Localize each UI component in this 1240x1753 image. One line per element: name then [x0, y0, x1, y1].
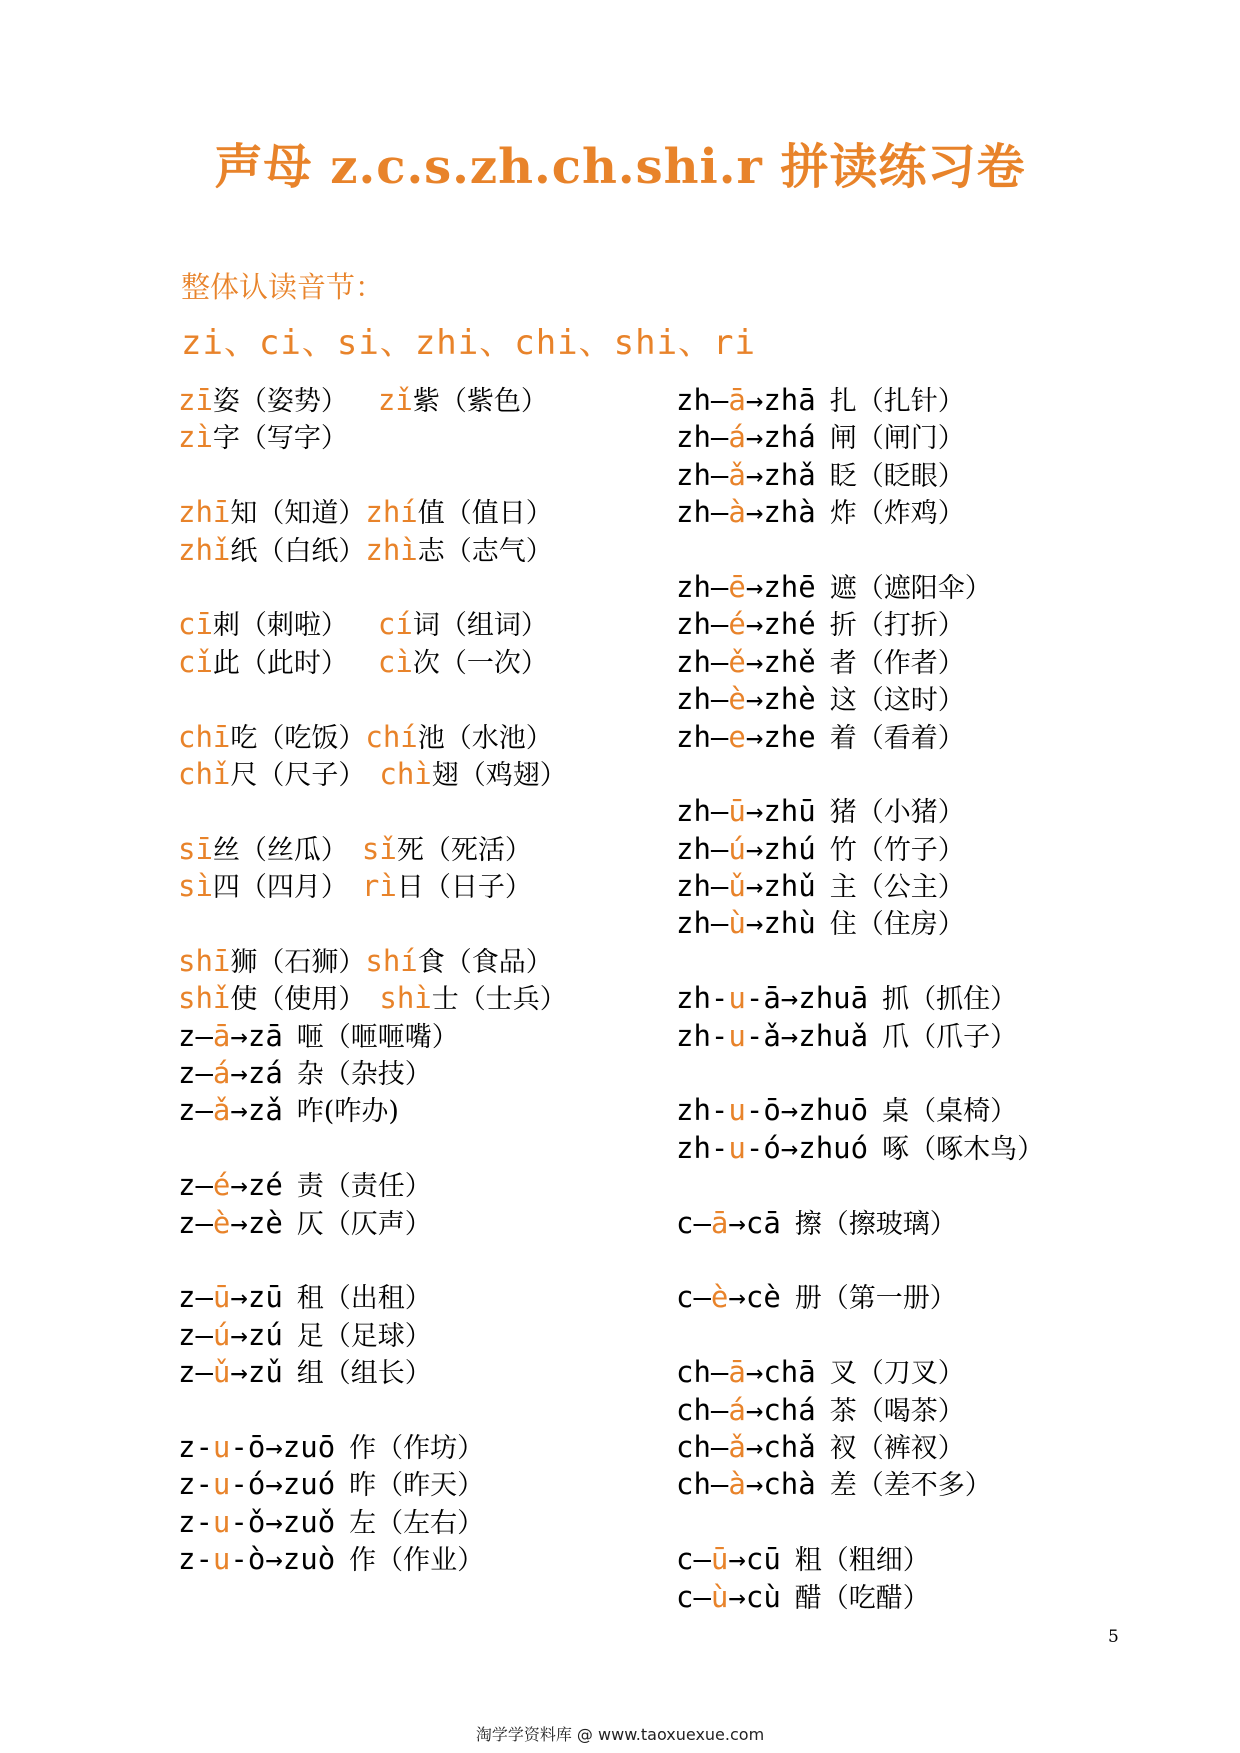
spell-line: z—ū→zū 租（出租） — [178, 1280, 432, 1315]
page-number: 5 — [1108, 1627, 1119, 1647]
spell-line: c—ā→cā 擦（擦玻璃） — [676, 1205, 957, 1240]
spell-line: zh—e→zhe 着（看着） — [676, 719, 965, 754]
spell-line: z—ā→zā 咂（咂咂嘴） — [178, 1018, 459, 1053]
spell-line: c—ù→cù 醋（吃醋） — [676, 1579, 930, 1614]
spell-line: zh-u-ō→zhuō 桌（桌椅） — [676, 1093, 1018, 1128]
word-line: sì四（四月） rì日（日子） — [178, 869, 532, 904]
spell-line: ch—à→chà 差（差不多） — [676, 1467, 992, 1502]
spell-line: z-u-ō→zuō 作（作坊） — [178, 1429, 485, 1464]
spell-line: z—ǎ→zǎ 咋(咋办) — [178, 1093, 399, 1128]
word-line: zhī知（知道）zhí值（值日） — [178, 495, 553, 530]
spell-line: z—è→zè 仄（仄声） — [178, 1205, 432, 1240]
word-line: zì字（写字） — [178, 420, 348, 455]
spell-line: zh—é→zhé 折（打折） — [676, 607, 965, 642]
spell-line: zh—ē→zhē 遮（遮阳伞） — [676, 569, 992, 604]
footer-watermark: 淘学学资料库 @ www.taoxuexue.com — [475, 1725, 765, 1744]
spell-line: z-u-ò→zuò 作（作业） — [178, 1542, 485, 1577]
spell-line: z—é→zé 责（责任） — [178, 1168, 432, 1203]
spell-line: z—ǔ→zǔ 组（组长） — [178, 1355, 432, 1390]
word-line: cī刺（刺啦） cí词（组词） — [178, 607, 548, 642]
spell-line: z-u-ǒ→zuǒ 左（左右） — [178, 1504, 485, 1539]
word-line: zī姿（姿势） zǐ紫（紫色） — [178, 383, 548, 417]
spell-line: zh-u-ā→zhuā 抓（抓住） — [676, 981, 1018, 1016]
word-line: zhǐ纸（白纸）zhì志（志气） — [178, 532, 553, 567]
spell-line: zh—ě→zhě 者（作者） — [676, 644, 965, 679]
left-column — [178, 382, 567, 1579]
section-label: 整体认读音节： — [181, 270, 385, 304]
spell-line: c—è→cè 册（第一册） — [676, 1280, 957, 1315]
spell-line: ch—ǎ→chǎ 衩（裤衩） — [676, 1429, 965, 1464]
whole-syllables: zi、ci、si、zhi、chi、shi、ri — [181, 323, 756, 363]
right-column — [676, 382, 1044, 1616]
spell-line: zh—è→zhè 这（这时） — [676, 682, 965, 717]
spell-line: zh—á→zhá 闸（闸门） — [676, 420, 965, 455]
word-line: chī吃（吃饭）chí池（水池） — [178, 719, 553, 754]
page-title: 声母 z.c.s.zh.ch.shi.r 拼读练习卷 — [214, 139, 1026, 195]
spell-line: zh—ù→zhù 住（住房） — [676, 906, 965, 941]
spell-line: zh—ǎ→zhǎ 眨（眨眼） — [676, 457, 965, 492]
spell-line: zh-u-ó→zhuó 啄（啄木鸟） — [676, 1130, 1045, 1165]
spell-line: zh-u-ǎ→zhuǎ 爪（爪子） — [676, 1018, 1018, 1053]
spell-line: zh—ū→zhū 猪（小猪） — [676, 794, 965, 829]
spell-line: ch—á→chá 茶（喝茶） — [676, 1392, 965, 1427]
word-line: chǐ尺（尺子） chì翅（鸡翅） — [178, 756, 567, 791]
spell-line: z-u-ó→zuó 昨（昨天） — [178, 1467, 485, 1502]
word-line: shī狮（石狮）shí食（食品） — [178, 943, 553, 978]
spell-line: zh—ā→zhā 扎（扎针） — [676, 383, 965, 417]
word-line: sī丝（丝瓜） sǐ死（死活） — [178, 831, 532, 866]
spell-line: zh—ú→zhú 竹（竹子） — [676, 831, 965, 866]
spell-line: ch—ā→chā 叉（刀叉） — [676, 1355, 965, 1390]
spell-line: c—ū→cū 粗（粗细） — [676, 1542, 930, 1577]
word-line: shǐ使（使用） shì士（士兵） — [178, 981, 567, 1016]
spell-line: z—á→zá 杂（杂技） — [178, 1056, 432, 1091]
spell-line: zh—à→zhà 炸（炸鸡） — [676, 495, 965, 530]
spell-line: z—ú→zú 足（足球） — [178, 1317, 432, 1352]
spell-line: zh—ǔ→zhǔ 主（公主） — [676, 869, 965, 904]
word-line: cǐ此（此时） cì次（一次） — [178, 644, 548, 679]
